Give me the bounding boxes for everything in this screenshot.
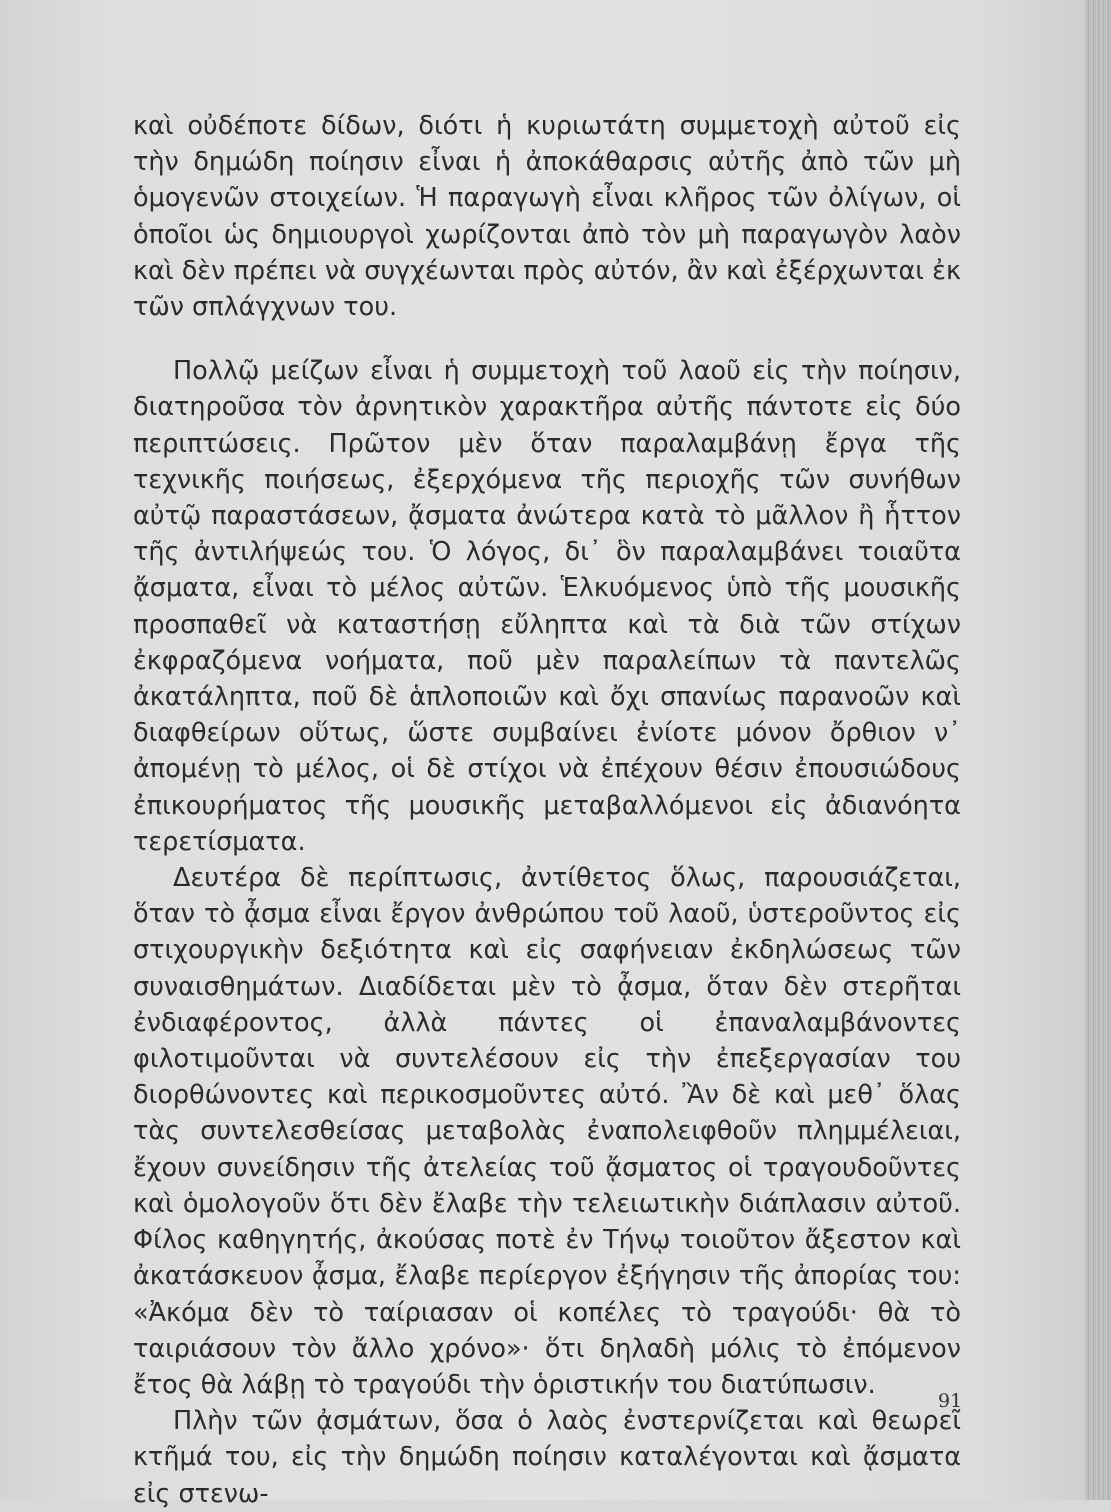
body-text	[133, 108, 961, 1512]
paragraph-2: Πολλῷ μείζων εἶναι ἡ συμμετοχὴ τοῦ λαοῦ εἰς τὴν ποίησιν, διατηροῦσα τὸν ἀρνητικὸν χαρακτῆρα αὐτῆς πάντοτε εἰς δύο περιπτώσεις. Πρῶτον μὲν ὅταν παραλαμβάνῃ ἔργα τῆς τεχνικῆς ποιήσεως, ἐξερχόμενα τῆς περιοχῆς τῶν συνήθων αὐτῷ παραστάσεων, ᾄσματα ἀνώτερα κατὰ τὸ μᾶλλον ἢ ἧττον τῆς ἀντιλήψεώς του. Ὁ λόγος, δι᾽ ὃν παραλαμβάνει τοιαῦτα ᾄσματα, εἶναι τὸ μέλος αὐτῶν. Ἑλκυόμενος ὑπὸ τῆς μουσικῆς προσπαθεῖ νὰ καταστήσῃ εὔληπτα καὶ τὰ διὰ τῶν στίχων ἐκφραζόμενα νοήματα, ποῦ μὲν παραλείπων τὰ παντελῶς ἀκατάληπτα, ποῦ δὲ ἁπλοποιῶν καὶ ὄχι σπανίως παρανοῶν καὶ διαφθείρων οὕτως, ὥστε συμβαίνει ἐνίοτε μόνον ὄρθιον ν᾽ ἀπομένῃ τὸ μέλος, οἱ δὲ στίχοι νὰ ἐπέχουν θέσιν ἐπουσιώδους ἐπικουρήματος τῆς μουσικῆς μεταβαλλόμενοι εἰς ἀδιανόητα τερετίσματα.	[133, 356, 961, 857]
paragraph-1: καὶ οὐδέποτε δίδων, διότι ἡ κυριωτάτη συμμετοχὴ αὐτοῦ εἰς τὴν δημώδη ποίησιν εἶναι ἡ ἀποκάθαρσις αὐτῆς ἀπὸ τῶν μὴ ὁμογενῶν στοιχείων. Ἡ παραγωγὴ εἶναι κλῆρος τῶν ὀλίγων, οἱ ὁποῖοι ὡς δημιουργοὶ χωρίζονται ἀπὸ τὸν μὴ παραγωγὸν λαὸν καὶ δὲν πρέπει νὰ συγχέωνται πρὸς αὐτόν, ἂν καὶ ἐξέρχωνται ἐκ τῶν σπλάγχνων του.	[133, 111, 961, 323]
paragraph-3: Δευτέρα δὲ περίπτωσις, ἀντίθετος ὅλως, παρουσιάζεται, ὅταν τὸ ᾆσμα εἶναι ἔργον ἀνθρώπου τοῦ λαοῦ, ὑστεροῦντος εἰς στιχουργικὴν δεξιότητα καὶ εἰς σαφήνειαν ἐκδηλώσεως τῶν συναισθημάτων. Διαδίδεται μὲν τὸ ᾆσμα, ὅταν δὲν στερῆται ἐνδιαφέροντος, ἀλλὰ πάντες οἱ ἐπαναλαμβάνοντες φιλοτιμοῦνται νὰ συντελέσουν εἰς τὴν ἐπεξεργασίαν του διορθώνοντες καὶ περικοσμοῦντες αὐτό. Ἂν δὲ καὶ μεθ᾽ ὅλας τὰς συντελεσθείσας μεταβολὰς ἐναπολειφθοῦν πλημμέλειαι, ἔχουν συνείδησιν τῆς ἀτελείας τοῦ ᾄσματος οἱ τραγουδοῦντες καὶ ὁμολογοῦν ὅτι δὲν ἔλαβε τὴν τελειωτικὴν διάπλασιν αὐτοῦ. Φίλος καθηγητής, ἀκούσας ποτὲ ἐν Τήνῳ τοιοῦτον ἄξεστον καὶ ἀκατάσκευον ᾆσμα, ἔλαβε περίεργον ἐξήγησιν τῆς ἀπορίας του: «Ἀκόμα δὲν τὸ ταίριασαν οἱ κοπέλες τὸ τραγούδι· θὰ τὸ ταιριάσουν τὸν ἄλλο χρόνο»· ὅτι δηλαδὴ μόλις τὸ ἐπόμενον ἔτος θὰ λάβῃ τὸ τραγούδι τὴν ὁριστικήν του διατύπωσιν.	[133, 863, 961, 1400]
page-edge	[1085, 0, 1111, 1500]
paragraph-gap	[133, 325, 961, 353]
paragraph-4: Πλὴν τῶν ᾀσμάτων, ὅσα ὁ λαὸς ἐνστερνίζεται καὶ θεωρεῖ κτῆμά του, εἰς τὴν δημώδη ποίησιν καταλέγονται καὶ ᾄσματα εἰς στενω-	[133, 1406, 961, 1509]
page-number: 91	[938, 1390, 963, 1412]
